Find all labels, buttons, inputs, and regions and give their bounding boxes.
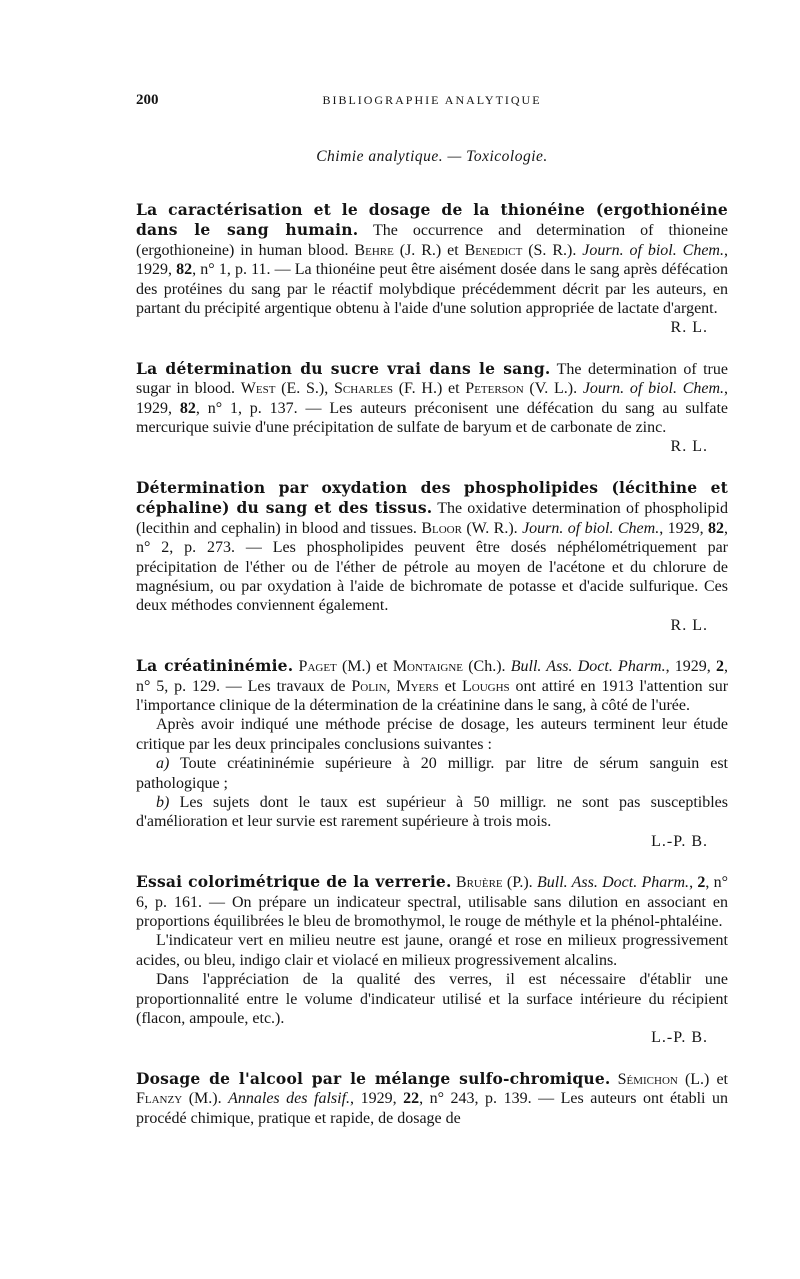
running-title: BIBLIOGRAPHIE ANALYTIQUE <box>322 93 542 107</box>
author-name: West <box>240 380 276 398</box>
entry-paragraph <box>136 1069 728 1128</box>
entry-text: , <box>689 874 698 892</box>
author-name: Bruère <box>455 874 503 892</box>
author-name: Loughs <box>462 677 510 695</box>
author-name: Paget <box>298 658 337 676</box>
volume-number: 22 <box>403 1090 420 1108</box>
entry-text: , n° 243, p. 139. — Les auteurs ont établi un procédé chimique, pratique et rapide, de dosage de <box>136 1090 729 1127</box>
journal-name: Bull. Ass. Doct. Pharm. <box>536 874 690 892</box>
entry-title: Détermination par oxydation des phospholipides (lécithine et céphaline) du sang et des tissus. <box>136 477 728 518</box>
entry-text: , <box>386 677 397 695</box>
entry-text: , n° 2, p. 273. — Les phospholipides peuvent être dosés néphélométriquement par précipitation de l'éther ou de l'éther de pétrole au moyen de l'acétone et du chlorure de magnésium, ou par oxydation à l'aide de bichromate de potasse et d'acide sulfurique. Ces deux méthodes conviennent également. <box>136 519 728 615</box>
signature: L.-P. B. <box>651 1029 708 1047</box>
author-name: Sémichon <box>617 1070 678 1088</box>
item-marker: b) <box>156 793 170 811</box>
entry-sucre <box>136 359 728 457</box>
entry-paragraph <box>136 359 728 438</box>
journal-name: Journ. of biol. Chem. <box>582 380 725 398</box>
entry-text: , 1929, <box>136 380 729 417</box>
entry-paragraph: Dans l'appréciation de la qualité des verres, il est nécessaire d'établir une proportionnalité entre le volume d'indicateur utilisé et la surface intérieure du récipient (flacon, ampoule, etc.). <box>136 971 728 1028</box>
entry-text: The occurrence and determination of thioneine (ergothioneine) in human blood. <box>136 222 728 259</box>
author-name: Myers <box>396 677 439 695</box>
item-text: Les sujets dont le taux est supérieur à 50 milligr. ne sont pas susceptibles d'amélioration et leur survie est rarement supérieure à trois mois. <box>136 793 728 831</box>
entry-paragraph <box>136 200 728 318</box>
journal-name: Annales des falsif. <box>228 1090 351 1108</box>
volume-number: 2 <box>697 874 706 892</box>
entry-text: , n° 5, p. 129. — Les travaux de <box>136 658 729 695</box>
entry-text: (V. L.). <box>523 380 583 398</box>
entry-text: The determination of true sugar in blood. <box>136 360 728 398</box>
volume-number: 82 <box>708 519 724 537</box>
journal-name: Journ. of biol. Chem. <box>582 241 724 259</box>
entry-text: ont attiré en 1913 l'attention sur l'importance clinique de la détermination de la créatinine dans le sang, à côté de l'urée. <box>136 677 729 714</box>
volume-number: 82 <box>176 261 193 279</box>
entry-text: , 1929, <box>136 241 728 279</box>
entry-text: et <box>438 677 462 695</box>
signature: R. L. <box>670 438 708 456</box>
entry-text: (Ch.). <box>463 658 511 676</box>
entry-alcool <box>136 1069 728 1128</box>
item-text: Toute créatininémie supérieure à 20 milligr. par litre de sérum sanguin est pathologique ; <box>136 755 728 792</box>
list-item <box>136 754 728 793</box>
entry-paragraph: L'indicateur vert en milieu neutre est jaune, orangé et rose en milieux progressivement acides, ou bleu, indigo clair et violacé en milieux progressivement alcalins. <box>136 932 728 969</box>
author-name: Benedict <box>464 241 523 259</box>
entry-text: (S. R.). <box>522 241 583 259</box>
entry-creatininemie <box>136 656 728 851</box>
entry-text: (W. R.). <box>461 519 523 537</box>
running-header <box>136 92 728 114</box>
entry-thioneine <box>136 200 728 338</box>
author-name: Montaigne <box>392 658 463 676</box>
entry-title: La détermination du sucre vrai dans le sang. <box>136 358 551 378</box>
entry-phospholipides <box>136 478 728 635</box>
entry-text: , 1929, <box>659 519 708 537</box>
volume-number: 82 <box>179 399 196 417</box>
page-number: 200 <box>136 92 159 108</box>
signature: R. L. <box>670 319 708 337</box>
entry-paragraph <box>136 872 728 931</box>
signature: R. L. <box>670 616 708 634</box>
entry-text: , n° 6, p. 161. — On prépare un indicateur spectral, utilisable sans dilution en associant en proportions équilibrées le bleu de bromothymol, le rouge de méthyle et la phénol-phtaléine. <box>136 874 729 930</box>
entry-title: La caractérisation et le dosage de la thionéine (ergothionéine dans le sang humain. <box>136 200 728 240</box>
entry-text: (M.) et <box>336 658 393 676</box>
author-name: Bloor <box>421 519 462 537</box>
entry-paragraph: Après avoir indiqué une méthode précise de dosage, les auteurs terminent leur étude critique par les deux principales conclusions suivantes : <box>136 716 728 753</box>
entries <box>136 200 728 1149</box>
entry-verrerie <box>136 872 728 1048</box>
signature: L.-P. B. <box>651 832 708 850</box>
entry-text: (L.) et <box>677 1070 728 1088</box>
volume-number: 2 <box>716 658 725 676</box>
item-marker: a) <box>156 755 170 773</box>
entry-text: (P.). <box>502 874 537 892</box>
entry-text <box>611 1071 618 1088</box>
entry-text: The oxidative determination of phospholipid (lecithin and cephalin) in blood and tissues. <box>136 500 728 537</box>
author-name: Flanzy <box>136 1090 183 1108</box>
list-item <box>136 793 728 832</box>
entry-text: (F. H.) et <box>392 380 466 398</box>
author-name: Behre <box>354 241 394 259</box>
entry-text: (M.). <box>182 1090 229 1108</box>
author-name: Peterson <box>465 380 524 398</box>
entry-text: , 1929, <box>665 658 717 676</box>
entry-paragraph <box>136 478 728 616</box>
journal-name: Bull. Ass. Doct. Pharm. <box>510 658 666 676</box>
author-name: Polin <box>351 677 387 695</box>
entry-paragraph <box>136 656 728 715</box>
journal-name: Journ. of biol. Chem. <box>522 519 660 537</box>
entry-text: (E. S.), <box>275 380 334 398</box>
author-name: Scharles <box>333 380 393 398</box>
entry-text: , 1929, <box>350 1090 404 1108</box>
entry-text: , n° 1, p. 137. — Les auteurs préconisent une défécation du sang au sulfate mercurique suivie d'une précipitation de sulfate de baryum et de carbonate de zinc. <box>136 399 729 437</box>
section-title: Chimie analytique. — Toxicologie. <box>316 148 548 165</box>
entry-title: Essai colorimétrique de la verrerie. <box>136 872 452 892</box>
entry-text: (J. R.) et <box>393 241 465 259</box>
entry-text: , n° 1, p. 11. — La thionéine peut être aisément dosée dans le sang après défécation des protéines du sang par le réactif molybdique précédemment décrit par les auteurs, en partant du précipité argentique obtenu à l'aide d'une solution appropriée de lactate d'argent. <box>136 261 729 318</box>
entry-title: La créatininémie. <box>136 656 294 676</box>
entry-title: Dosage de l'alcool par le mélange sulfo-chromique. <box>136 1068 611 1088</box>
